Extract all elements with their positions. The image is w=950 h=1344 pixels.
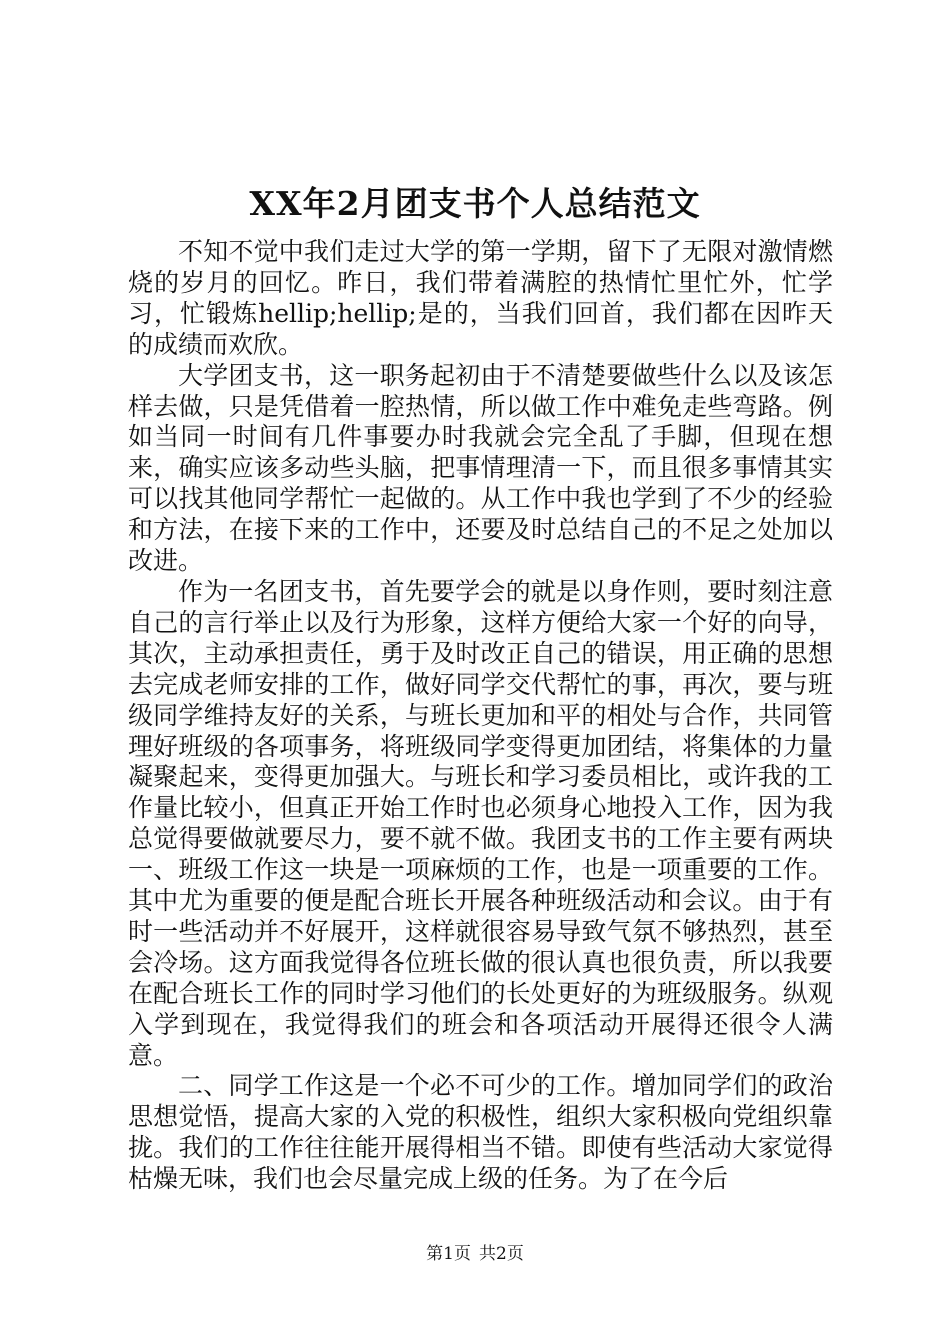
paragraph-1: 不知不觉中我们走过大学的第一学期，留下了无限对激情燃烧的岁月的回忆。昨日，我们带着满腔的热情忙里忙外，忙学习，忙锻炼hellip;hellip;是的，当我们回首，我们都在因昨天的成绩而欢欣。 [128, 237, 833, 359]
page-number: 第1页 [426, 1244, 471, 1264]
paragraph-3: 作为一名团支书，首先要学会的就是以身作则，要时刻注意自己的言行举止以及行为形象，这样方便给大家一个好的向导，其次，主动承担责任，勇于及时改正自己的错误，用正确的思想去完成老师安排的工作，做好同学交代帮忙的事，再次，要与班级同学维持友好的关系，与班长更加和平的相处与合作，共同管理好班级的各项事务，将班级同学变得更加团结，将集体的力量凝聚起来，变得更加强大。与班长和学习委员相比，或许我的工作量比较小，但真正开始工作时也必须身心地投入工作，因为我总觉得要做就要尽力，要不就不做。我团支书的工作主要有两块一、班级工作这一块是一项麻烦的工作，也是一项重要的工作。其中尤为重要的便是配合班长开展各种班级活动和会议。由于有时一些活动并不好展开，这样就很容易导致气氛不够热烈，甚至会冷场。这方面我觉得各位班长做的很认真也很负责，所以我要在配合班长工作的同时学习他们的长处更好的为班级服务。纵观入学到现在，我觉得我们的班会和各项活动开展得还很令人满意。 [128, 576, 833, 1070]
paragraph-2: 大学团支书，这一职务起初由于不清楚要做些什么以及该怎样去做，只是凭借着一腔热情，所以做工作中难免走些弯路。例如当同一时间有几件事要办时我就会完全乱了手脚，但现在想来，确实应该多动些头脑，把事情理清一下，而且很多事情其实可以找其他同学帮忙一起做的。从工作中我也学到了不少的经验和方法，在接下来的工作中，还要及时总结自己的不足之处加以改进。 [128, 360, 833, 576]
paragraph-4: 二、同学工作这是一个必不可少的工作。增加同学们的政治思想觉悟，提高大家的入党的积极性，组织大家积极向党组织靠拢。我们的工作往往能开展得相当不错。即使有些活动大家觉得枯燥无味，我们也会尽量完成上级的任务。为了在今后 [128, 1071, 833, 1194]
page-total: 共2页 [479, 1244, 524, 1264]
page-footer [0, 1243, 950, 1265]
page-title: XX年2月团支书个人总结范文 [249, 184, 701, 223]
document-body [128, 237, 833, 1195]
